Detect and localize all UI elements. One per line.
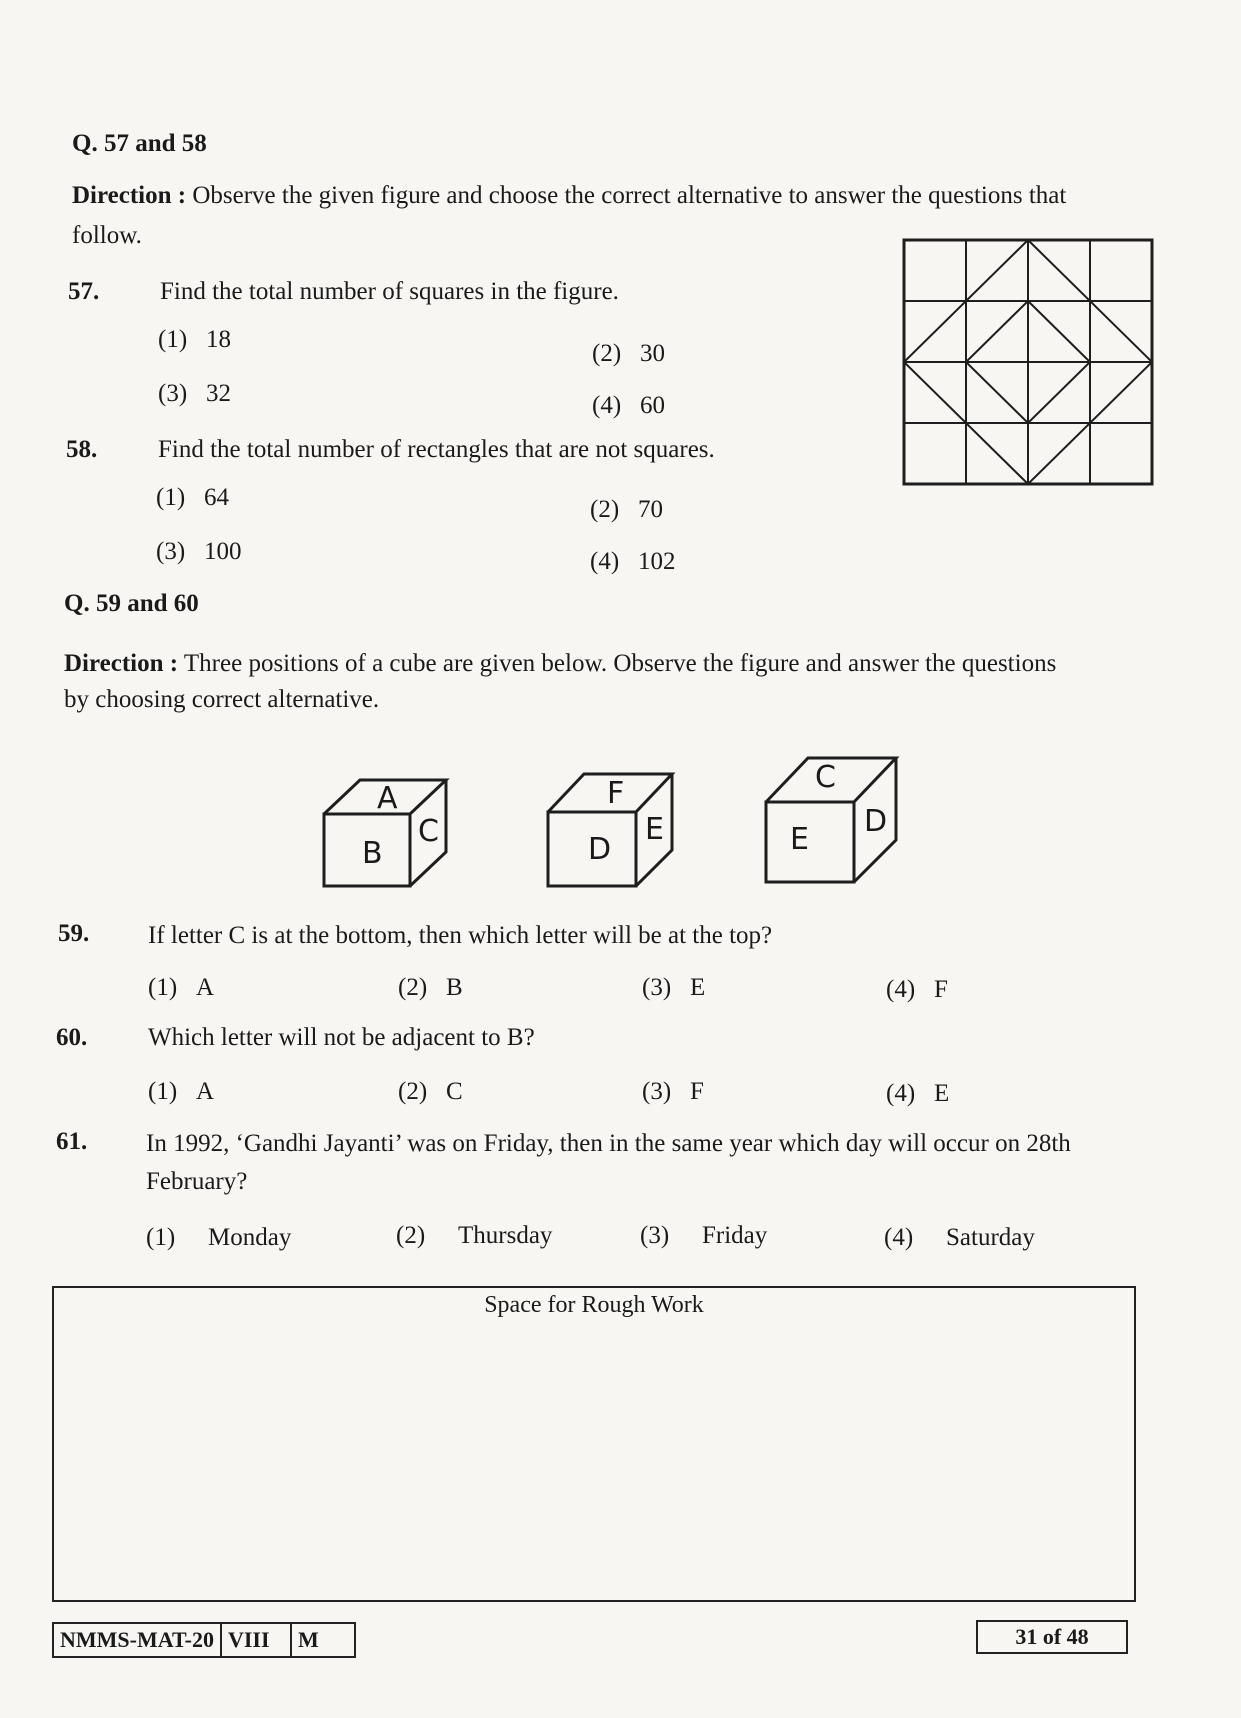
direction-q59-60	[64, 650, 1056, 678]
cube-face-letter: C	[418, 814, 439, 849]
rough-work-title: Space for Rough Work	[484, 1292, 704, 1318]
option-number: (3)	[156, 538, 186, 565]
question-text: Find the total number of rectangles that are not squares.	[158, 436, 715, 463]
option-value: 60	[640, 392, 665, 419]
exam-medium: M	[297, 1627, 319, 1652]
option-value: A	[196, 1078, 215, 1105]
option[interactable]	[592, 392, 665, 420]
option-number: (3)	[642, 974, 672, 1001]
option[interactable]	[590, 496, 663, 524]
option-value: C	[446, 1078, 463, 1105]
option-number: (4)	[884, 1224, 914, 1251]
option-value: F	[934, 976, 948, 1003]
option[interactable]	[146, 1224, 291, 1252]
option-value: Saturday	[946, 1224, 1035, 1251]
option-number: (1)	[156, 484, 186, 511]
cube-face-letter: B	[362, 836, 383, 871]
option[interactable]	[884, 1224, 1035, 1252]
option-number: (2)	[398, 1078, 428, 1105]
option-number: (2)	[592, 340, 622, 367]
option-value: 32	[206, 380, 231, 407]
cube-face-letter: D	[864, 804, 888, 839]
option-number: (3)	[158, 380, 188, 407]
option-value: Friday	[702, 1222, 768, 1249]
option-number: (1)	[148, 1078, 178, 1105]
direction-text-cont: by choosing correct alternative.	[64, 686, 380, 713]
direction-label: Direction :	[72, 182, 187, 209]
option-value: 100	[204, 538, 242, 565]
rough-work-box[interactable]	[52, 1286, 1136, 1602]
option-number: (2)	[590, 496, 620, 523]
option-number: (2)	[398, 974, 428, 1001]
exam-code-box	[52, 1622, 356, 1658]
option-number: (3)	[640, 1222, 670, 1249]
question-number: 59.	[58, 920, 90, 947]
option[interactable]	[398, 1078, 463, 1106]
cube-face-letter: E	[790, 822, 809, 857]
option-value: 102	[638, 548, 676, 575]
question-text: Find the total number of squares in the figure.	[160, 278, 619, 305]
option[interactable]	[156, 484, 229, 512]
cube-face-letter: C	[815, 760, 836, 795]
option-number: (4)	[886, 1080, 916, 1107]
option[interactable]	[148, 974, 214, 1002]
option[interactable]	[156, 538, 242, 566]
option-number: (1)	[148, 974, 178, 1001]
option-value: Monday	[208, 1224, 292, 1251]
question-text: Which letter will not be adjacent to B?	[148, 1024, 535, 1051]
question-number: 61.	[56, 1128, 88, 1155]
question-number: 58.	[66, 436, 98, 463]
option[interactable]	[886, 976, 948, 1004]
direction-text: Three positions of a cube are given below. Observe the figure and answer the questions	[183, 650, 1057, 677]
cube-face-letter: F	[607, 776, 625, 811]
option[interactable]	[158, 326, 231, 354]
question-text: If letter C is at the bottom, then which letter will be at the top?	[148, 922, 773, 949]
cube-front-face	[766, 802, 854, 882]
option-value: E	[690, 974, 706, 1001]
option[interactable]	[592, 340, 665, 368]
option[interactable]	[642, 1078, 704, 1106]
option-value: 70	[638, 496, 663, 523]
option-number: (3)	[642, 1078, 672, 1105]
exam-class: VIII	[222, 1624, 292, 1656]
question-number: 60.	[56, 1024, 88, 1051]
cube-face-letter: A	[377, 781, 398, 816]
option[interactable]	[886, 1080, 949, 1108]
option-value: A	[196, 974, 215, 1001]
direction-q57-58	[72, 182, 1066, 210]
option[interactable]	[640, 1222, 767, 1250]
section-heading-q59-60: Q. 59 and 60	[64, 590, 199, 617]
square-grid-figure	[900, 236, 1156, 490]
exam-code: NMMS-MAT-20	[54, 1624, 222, 1656]
option-number: (4)	[886, 976, 916, 1003]
option-value: 64	[204, 484, 229, 511]
option-value: E	[934, 1080, 950, 1107]
page-number: 31 of 48	[976, 1620, 1128, 1654]
option-number: (1)	[146, 1224, 176, 1251]
option[interactable]	[396, 1222, 552, 1250]
option[interactable]	[590, 548, 676, 576]
option-number: (4)	[592, 392, 622, 419]
direction-text-cont: follow.	[72, 222, 142, 249]
option-value: 18	[206, 326, 231, 353]
option-value: F	[690, 1078, 704, 1105]
direction-label: Direction :	[64, 650, 179, 677]
option-value: 30	[640, 340, 665, 367]
question-text: In 1992, ‘Gandhi Jayanti’ was on Friday, then in the same year which day will occur on 28th	[146, 1130, 1071, 1157]
direction-text: Observe the given figure and choose the correct alternative to answer the questions that	[192, 182, 1067, 209]
option[interactable]	[642, 974, 705, 1002]
section-heading-q57-58: Q. 57 and 58	[72, 130, 207, 157]
option-number: (1)	[158, 326, 188, 353]
question-number: 57.	[68, 278, 100, 305]
option-value: Thursday	[458, 1222, 553, 1249]
option-number: (2)	[396, 1222, 426, 1249]
cube-face-letter: E	[645, 812, 664, 847]
option[interactable]	[398, 974, 463, 1002]
option-value: B	[446, 974, 463, 1001]
cube-face-letter: D	[588, 832, 612, 867]
option[interactable]	[158, 380, 231, 408]
option-number: (4)	[590, 548, 620, 575]
question-text-cont: February?	[146, 1168, 248, 1195]
option[interactable]	[148, 1078, 214, 1106]
